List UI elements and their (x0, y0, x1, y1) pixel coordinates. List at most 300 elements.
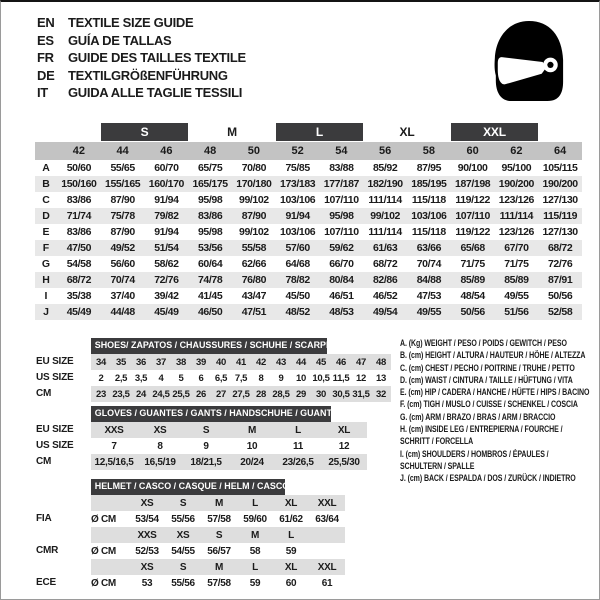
helmet-value-cell: 63/64 (315, 513, 339, 525)
helmet-size-row (36, 559, 345, 575)
size-value: 63/66 (416, 242, 442, 254)
gloves-section (36, 406, 367, 470)
value-cell: 2 (98, 372, 104, 384)
size-value: 99/102 (239, 194, 269, 206)
size-value: 150/160 (61, 178, 97, 190)
value-cell: 26 (196, 388, 206, 400)
size-value: 95/100 (501, 162, 532, 174)
value-cell: 6 (198, 372, 204, 384)
size-column-header: 58 (422, 145, 435, 157)
row-letter: I (44, 290, 48, 302)
value-cell: 36 (136, 356, 146, 368)
size-value: 91/94 (154, 226, 179, 238)
size-value: 155/165 (105, 178, 141, 190)
helmet-size-cell: XS (140, 561, 154, 573)
lang-row-es (37, 32, 246, 50)
value-cell: 9 (203, 440, 209, 452)
value-cell: 35 (116, 356, 126, 368)
value-cell: 13 (376, 372, 386, 384)
value-cell: 9 (278, 372, 284, 384)
value-cell: 16,5/19 (144, 456, 176, 468)
row-label: US SIZE (36, 372, 74, 383)
size-value: 190/200 (498, 178, 534, 190)
unit-label: Ø CM (91, 577, 116, 589)
size-value: 55/65 (110, 162, 135, 174)
helmet-size-cell: M (214, 497, 224, 509)
size-value: 182/190 (367, 178, 403, 190)
size-value: 49/55 (416, 306, 442, 318)
size-value: 68/72 (372, 258, 398, 270)
value-cell: XS (153, 424, 167, 436)
value-cell: XXS (104, 424, 124, 436)
size-value: 70/80 (241, 162, 267, 174)
size-value: 45/49 (154, 306, 179, 318)
size-value: 173/183 (280, 178, 316, 190)
size-value: 47/53 (416, 290, 442, 302)
helmet-section-title: HELMET / CASCO / CASQUE / HELM / CASCO (94, 481, 290, 492)
size-value: 65/68 (460, 242, 485, 254)
row-values (91, 575, 345, 591)
value-cell: 8 (258, 372, 264, 384)
helmet-size-cell: XXL (317, 497, 337, 509)
size-value: 119/122 (455, 226, 490, 238)
value-cell: 39 (196, 356, 206, 368)
row-values (91, 527, 345, 543)
size-value: 46/51 (329, 290, 354, 302)
size-value: 48/52 (285, 306, 310, 318)
size-value: 48/53 (329, 306, 354, 318)
size-band-xl: XL (399, 125, 415, 139)
size-value: 123/126 (498, 226, 534, 238)
size-value: 46/52 (372, 290, 398, 302)
size-value: 75/78 (110, 210, 135, 222)
size-value: 35/38 (66, 290, 92, 302)
value-cell: 25,5 (172, 388, 190, 400)
lang-title: TEXTILE SIZE GUIDE (68, 15, 194, 31)
helmet-value-cell: 52/53 (135, 545, 159, 557)
value-cell: 28,5 (272, 388, 290, 400)
size-band-l: L (276, 123, 364, 141)
value-cell: 12 (338, 440, 350, 452)
size-value: 83/86 (66, 226, 92, 238)
measure-row-g (35, 256, 582, 272)
size-value: 119/122 (455, 194, 490, 206)
size-value: 85/89 (460, 274, 485, 286)
size-value: 90/100 (457, 162, 488, 174)
size-value: 190/200 (542, 178, 578, 190)
size-value: 65/75 (197, 162, 223, 174)
language-header (37, 14, 246, 102)
size-value: 37/40 (110, 290, 135, 302)
gloves-section-header (91, 406, 335, 422)
measure-row-b (35, 176, 582, 192)
value-cell: 20/24 (240, 456, 264, 468)
helmet-value-row-ece (36, 575, 345, 591)
helmet-value-cell: 60 (285, 577, 297, 589)
value-cell: 23 (96, 388, 106, 400)
size-value: 55/58 (241, 242, 267, 254)
lang-code: FR (37, 50, 54, 66)
size-value: 111/114 (499, 210, 534, 222)
value-cell: 38 (176, 356, 186, 368)
section-row (36, 370, 391, 386)
value-cell: 27,5 (232, 388, 250, 400)
size-value: 107/110 (455, 210, 490, 222)
size-value: 78/82 (285, 274, 310, 286)
row-label: CM (36, 456, 52, 467)
helmet-size-cell: XXL (317, 561, 337, 573)
value-cell: 23/26,5 (282, 456, 314, 468)
size-value: 60/70 (154, 162, 179, 174)
helmet-value-cell: 54/55 (171, 545, 195, 557)
size-value: 71/75 (504, 258, 529, 270)
size-value: 72/76 (547, 258, 573, 270)
size-value: 60/64 (197, 258, 223, 270)
size-value: 185/195 (411, 178, 447, 190)
legend-line: SCHULTERN / SPALLE (400, 460, 475, 471)
shoes-table (36, 354, 391, 402)
size-value: 46/50 (197, 306, 223, 318)
section-row (36, 422, 367, 438)
size-value: 68/72 (66, 274, 92, 286)
helmet-value-cell: 61 (321, 577, 333, 589)
value-cell: 44 (296, 356, 306, 368)
unit-label: Ø CM (91, 513, 116, 525)
gloves-table (36, 422, 367, 470)
size-value: 85/92 (372, 162, 398, 174)
measure-row-i (35, 288, 582, 304)
value-cell: M (247, 424, 257, 436)
lang-row-fr (37, 49, 246, 67)
size-value: 79/82 (154, 210, 179, 222)
textile-table (35, 123, 582, 320)
size-value: 59/62 (329, 242, 354, 254)
size-column-header: 56 (379, 145, 392, 157)
size-value: 70/74 (416, 258, 442, 270)
row-label: US SIZE (36, 440, 74, 451)
row-values (91, 386, 391, 402)
value-cell: 24 (136, 388, 146, 400)
helmet-value-cell: 57/58 (207, 513, 231, 525)
value-cell: 40 (216, 356, 226, 368)
size-value: 52/58 (547, 306, 573, 318)
value-cell: 4 (158, 372, 164, 384)
size-value: 51/56 (504, 306, 529, 318)
lang-code: EN (37, 15, 55, 31)
row-label: CM (36, 388, 52, 399)
size-column-header: 50 (247, 145, 260, 157)
row-label: EU SIZE (36, 356, 74, 367)
section-row (36, 438, 367, 454)
value-cell: 25,5/30 (328, 456, 360, 468)
size-value: 44/48 (110, 306, 135, 318)
size-value: 58/62 (154, 258, 179, 270)
size-value: 57/60 (285, 242, 310, 254)
standard-label: CMR (36, 545, 59, 556)
standard-label: ECE (36, 577, 56, 588)
value-cell: 23,5 (112, 388, 130, 400)
row-letter: E (42, 226, 50, 238)
value-cell: L (295, 424, 301, 436)
size-value: 107/110 (324, 194, 359, 206)
helmet-value-cell: 58 (249, 545, 261, 557)
value-cell: 42 (256, 356, 266, 368)
size-value: 62/66 (241, 258, 267, 270)
size-value: 83/86 (197, 210, 223, 222)
row-letter: C (42, 194, 50, 206)
row-values (91, 422, 367, 438)
value-cell: 5 (178, 372, 184, 384)
measure-row-d (35, 208, 582, 224)
value-cell: 10 (296, 372, 306, 384)
size-value: 76/80 (241, 274, 267, 286)
value-cell: 27 (216, 388, 226, 400)
lang-title: GUIDE DES TAILLES TEXTILE (68, 50, 246, 66)
lang-row-it (37, 84, 246, 102)
row-label (36, 495, 91, 511)
section-row (36, 454, 367, 470)
value-cell: 34 (96, 356, 106, 368)
size-value: 45/49 (66, 306, 92, 318)
value-cell: 8 (157, 440, 163, 452)
size-column-header: 44 (116, 145, 129, 157)
row-values (91, 495, 345, 511)
size-value: 127/130 (542, 194, 578, 206)
lang-row-de (37, 67, 246, 85)
row-letter: F (42, 242, 50, 254)
lang-code: ES (37, 32, 54, 48)
size-value: 71/74 (66, 210, 92, 222)
legend-line: SCHRITT / FORCELLA (400, 436, 474, 447)
helmet-value-cell: 59/60 (243, 513, 267, 525)
size-column-header: 52 (291, 145, 304, 157)
size-value: 91/94 (154, 194, 179, 206)
size-band-xxl: XXL (451, 123, 539, 141)
size-value: 87/95 (416, 162, 442, 174)
size-value: 45/50 (285, 290, 310, 302)
size-number-row (35, 142, 582, 160)
legend-line: I. (cm) SHOULDERS / HOMBROS / ÉPAULES / (400, 448, 549, 459)
size-value: 48/54 (460, 290, 485, 302)
helmet-size-cell: XL (284, 561, 298, 573)
size-value: 111/114 (368, 226, 402, 238)
size-value: 107/110 (324, 226, 359, 238)
legend-line: F. (cm) TIGH / MUSLO / CUISSE / SCHENKEL / COSCIA (400, 399, 578, 410)
size-value: 115/118 (411, 194, 446, 206)
helmet-size-cell: M (250, 529, 260, 541)
size-value: 49/54 (372, 306, 398, 318)
size-value: 56/60 (110, 258, 135, 270)
value-cell: 46 (336, 356, 346, 368)
row-letter: B (42, 178, 50, 190)
helmet-value-cell: 56/57 (207, 545, 231, 557)
helmet-value-cell: 53 (141, 577, 153, 589)
size-value: 50/56 (460, 306, 485, 318)
size-value: 50/56 (547, 290, 573, 302)
size-column-header: 42 (72, 145, 85, 157)
size-value: 47/50 (66, 242, 92, 254)
helmet-size-cell: XS (176, 529, 190, 541)
value-cell: 47 (356, 356, 366, 368)
value-cell: 28 (256, 388, 266, 400)
lang-code: DE (37, 67, 55, 83)
helmet-size-cell: S (215, 529, 223, 541)
value-cell: 30 (316, 388, 326, 400)
size-value: 95/98 (329, 210, 354, 222)
helmet-size-row (36, 527, 345, 543)
row-letter: A (42, 162, 50, 174)
size-value: 170/180 (236, 178, 272, 190)
shoes-section-title: SHOES/ ZAPATOS / CHAUSSURES / SCHUHE / SCARPE (94, 340, 332, 351)
size-value: 43/47 (241, 290, 267, 302)
value-cell: 12 (356, 372, 366, 384)
row-values (91, 454, 367, 470)
lang-code: IT (37, 85, 48, 101)
size-column-header: 62 (510, 145, 523, 157)
size-value: 49/55 (504, 290, 529, 302)
value-cell: 11 (293, 440, 303, 452)
value-cell: 12,5/16,5 (94, 456, 134, 468)
size-value: 74/78 (197, 274, 223, 286)
racing-helmet-icon (489, 18, 567, 106)
standard-label: FIA (36, 513, 52, 524)
size-value: 105/115 (542, 162, 578, 174)
value-cell: 24,5 (152, 388, 170, 400)
helmet-value-cell: 61/62 (279, 513, 303, 525)
size-value: 83/88 (329, 162, 354, 174)
helmet-size-cell: XL (284, 497, 298, 509)
value-cell: 37 (156, 356, 166, 368)
size-value: 80/84 (329, 274, 354, 286)
size-value: 103/106 (280, 226, 316, 238)
size-value: 115/119 (543, 210, 578, 222)
shoes-section (36, 338, 391, 402)
size-value: 41/45 (197, 290, 223, 302)
row-label (36, 527, 91, 543)
measure-row-h (35, 272, 582, 288)
legend-line: D. (cm) WAIST / CINTURA / TAILLE / HÜFTUNG / VITA (400, 374, 573, 385)
helmet-value-cell: 59 (249, 577, 261, 589)
size-value: 87/90 (110, 194, 135, 206)
size-value: 111/114 (368, 194, 402, 206)
size-value: 99/102 (370, 210, 400, 222)
helmet-table (36, 495, 345, 591)
lang-title: GUIDA ALLE TAGLIE TESSILI (68, 85, 243, 101)
size-value: 66/70 (329, 258, 354, 270)
size-value: 67/70 (504, 242, 529, 254)
lang-title: GUÍA DE TALLAS (68, 32, 172, 48)
value-cell: 43 (276, 356, 286, 368)
helmet-size-cell: L (288, 529, 294, 541)
size-value: 51/54 (154, 242, 179, 254)
size-value: 54/58 (66, 258, 92, 270)
shoes-section-header (91, 338, 332, 354)
helmet-size-cell: L (252, 497, 258, 509)
size-value: 61/63 (372, 242, 398, 254)
row-label: EU SIZE (36, 424, 74, 435)
size-column-header: 46 (160, 145, 173, 157)
size-value: 103/106 (280, 194, 316, 206)
size-value: 49/52 (110, 242, 135, 254)
value-cell: 31,5 (352, 388, 370, 400)
helmet-size-cell: M (214, 561, 224, 573)
value-cell: 41 (236, 356, 246, 368)
size-value: 160/170 (148, 178, 184, 190)
value-cell: 48 (376, 356, 386, 368)
size-value: 87/91 (547, 274, 573, 286)
size-column-header: 54 (335, 145, 348, 157)
value-cell: 29 (296, 388, 306, 400)
size-value: 127/130 (542, 226, 578, 238)
row-letter: D (42, 210, 50, 222)
size-value: 71/75 (460, 258, 485, 270)
size-value: 99/102 (239, 226, 269, 238)
size-value: 82/86 (372, 274, 398, 286)
size-value: 87/90 (110, 226, 135, 238)
value-cell: 18/21,5 (190, 456, 222, 468)
size-value: 50/60 (66, 162, 92, 174)
helmet-size-cell: XXS (137, 529, 157, 541)
value-cell: 7,5 (234, 372, 248, 384)
measure-row-a (35, 160, 582, 176)
lang-title: TEXTILGRÖßENFÜHRUNG (68, 67, 228, 83)
helmet-section-header (91, 479, 290, 495)
value-cell: XL (337, 424, 351, 436)
helmet-value-row-fia (36, 511, 345, 527)
helmet-value-cell: 59 (285, 545, 297, 557)
helmet-value-row-cmr (36, 543, 345, 559)
row-letter: G (41, 258, 51, 270)
measure-row-j (35, 304, 582, 320)
size-column-header: 64 (554, 145, 567, 157)
value-cell: 10,5 (312, 372, 330, 384)
legend-line: H. (cm) INSIDE LEG / ENTREPIERNA / FOURCHE / (400, 424, 563, 435)
legend-line: E. (cm) HIP / CADERA / HANCHE / HÜFTE / HIPS / BACINO (400, 387, 590, 398)
legend-line: B. (cm) HEIGHT / ALTURA / HAUTEUR / HÖHE / ALTEZZA (400, 350, 586, 361)
size-value: 83/86 (66, 194, 92, 206)
value-cell: 6,5 (214, 372, 228, 384)
helmet-value-cell: 55/56 (171, 513, 195, 525)
lang-row-en (37, 14, 246, 32)
size-value: 47/51 (241, 306, 267, 318)
value-cell: 7 (111, 440, 117, 452)
size-value: 165/175 (192, 178, 228, 190)
helmet-size-cell: L (252, 561, 258, 573)
row-label (36, 559, 91, 575)
legend-line: J. (cm) BACK / ESPALDA / DOS / ZURÜCK / INDIETRO (400, 473, 576, 484)
size-value: 39/42 (154, 290, 179, 302)
size-band-s: S (101, 123, 189, 141)
legend-line: G. (cm) ARM / BRAZO / BRAS / ARM / BRACCIO (400, 411, 556, 422)
value-cell: 10 (246, 440, 258, 452)
gloves-section-title: GLOVES / GUANTES / GANTS / HANDSCHUHE / GUANTI (94, 408, 335, 419)
value-cell: 30,5 (332, 388, 350, 400)
row-values (91, 354, 391, 370)
helmet-section (36, 479, 345, 591)
legend-line: A. (Kg) WEIGHT / PESO / POIDS / GEWITCH / PESO (400, 338, 567, 348)
value-cell: 11,5 (332, 372, 350, 384)
measure-row-e (35, 224, 582, 240)
size-band-m: M (227, 125, 237, 139)
helmet-size-cell: S (179, 561, 187, 573)
value-cell: S (202, 424, 210, 436)
size-band-row (35, 123, 582, 141)
measure-row-f (35, 240, 582, 256)
row-values (91, 559, 345, 575)
size-value: 84/88 (416, 274, 442, 286)
size-value: 95/98 (197, 194, 223, 206)
value-cell: 2,5 (114, 372, 128, 384)
